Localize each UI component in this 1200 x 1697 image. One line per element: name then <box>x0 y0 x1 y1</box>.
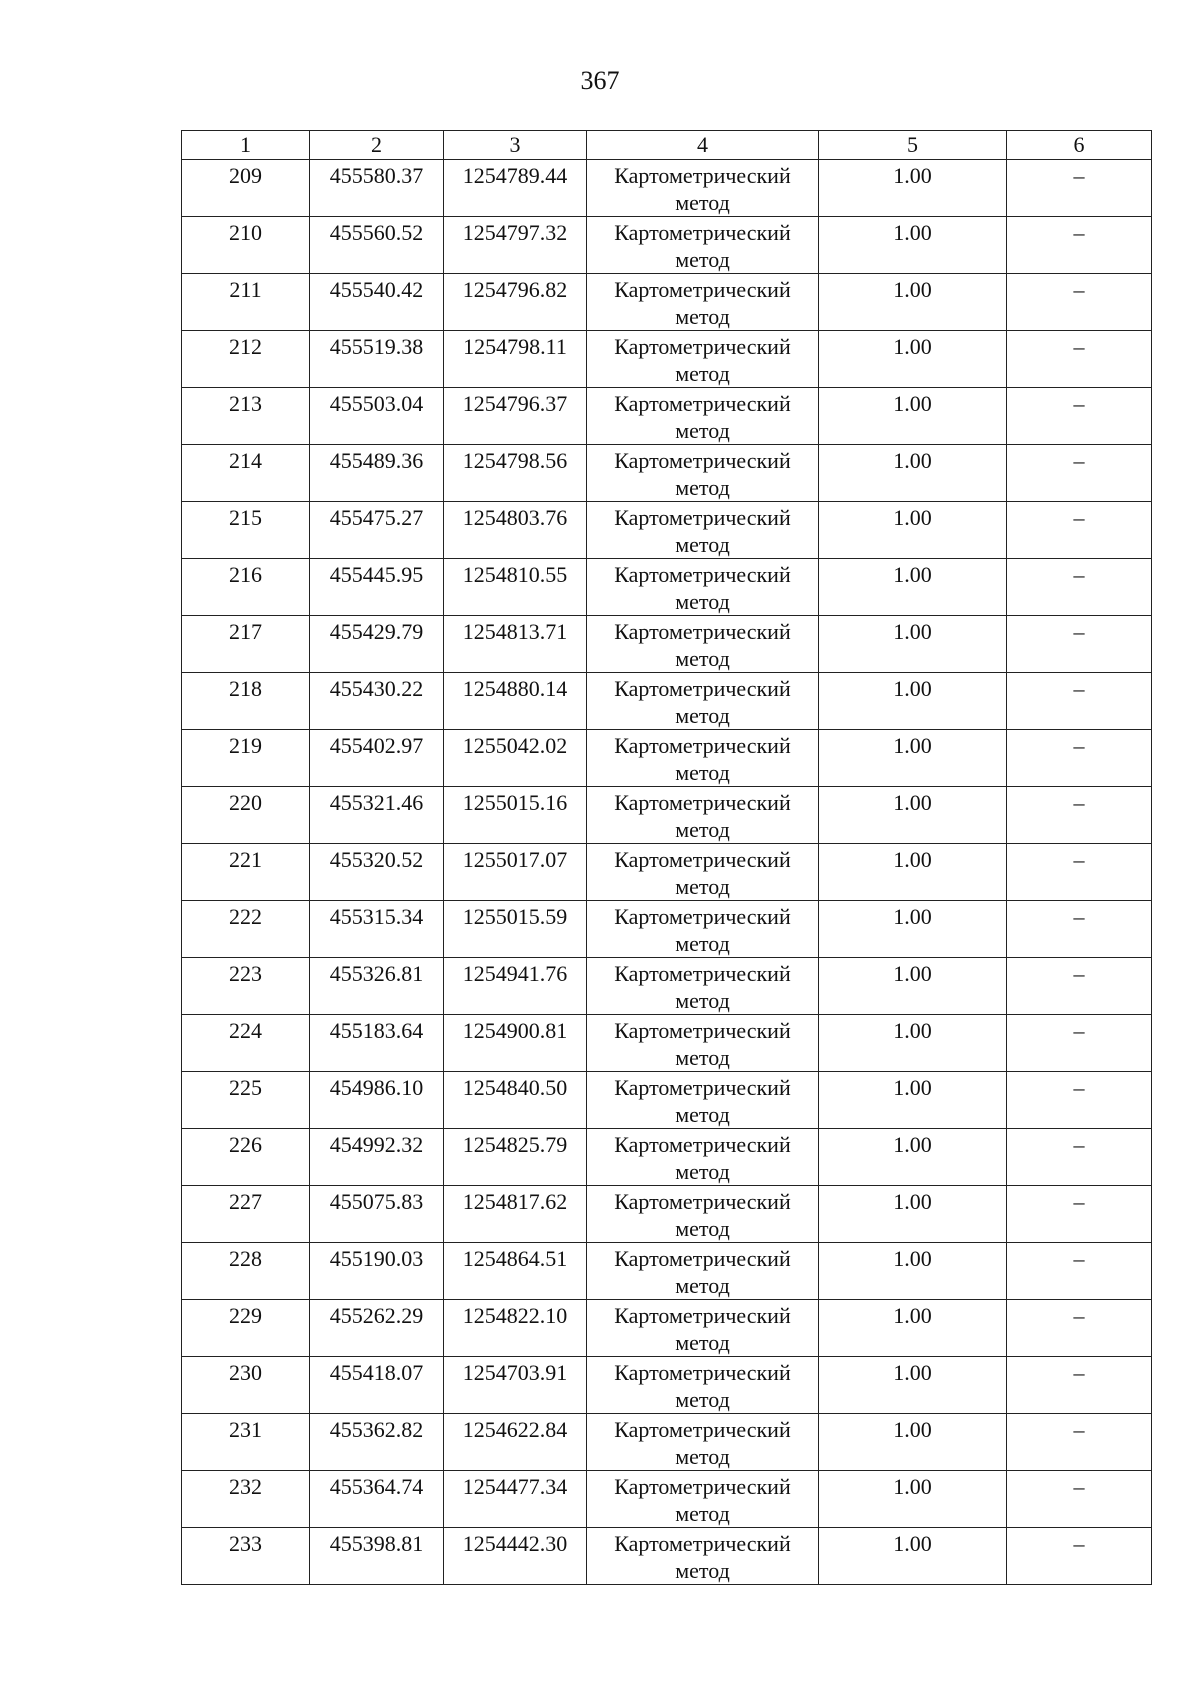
accuracy-cell: 1.00 <box>819 616 1007 673</box>
method-line-2: метод <box>675 1558 730 1583</box>
point-number-cell: 215 <box>182 502 310 559</box>
accuracy-cell: 1.00 <box>819 1015 1007 1072</box>
x-coordinate-cell: 455364.74 <box>310 1471 444 1528</box>
table-row <box>182 502 1152 559</box>
method-line-1: Картометрический <box>614 391 791 416</box>
accuracy-cell: 1.00 <box>819 217 1007 274</box>
table-row <box>182 901 1152 958</box>
method-line-2: метод <box>675 190 730 215</box>
method-cell <box>587 1300 819 1357</box>
column-header-5: 5 <box>819 131 1007 160</box>
method-cell <box>587 1471 819 1528</box>
method-line-1: Картометрический <box>614 733 791 758</box>
note-cell: – <box>1007 160 1152 217</box>
method-line-1: Картометрический <box>614 1189 791 1214</box>
note-cell: – <box>1007 958 1152 1015</box>
table-row <box>182 160 1152 217</box>
x-coordinate-cell: 455503.04 <box>310 388 444 445</box>
note-cell: – <box>1007 1186 1152 1243</box>
method-line-2: метод <box>675 532 730 557</box>
method-cell <box>587 1357 819 1414</box>
y-coordinate-cell: 1254703.91 <box>444 1357 587 1414</box>
method-cell <box>587 1414 819 1471</box>
note-cell: – <box>1007 1414 1152 1471</box>
note-cell: – <box>1007 1129 1152 1186</box>
method-line-2: метод <box>675 1159 730 1184</box>
note-cell: – <box>1007 901 1152 958</box>
method-line-2: метод <box>675 361 730 386</box>
point-number-cell: 213 <box>182 388 310 445</box>
note-cell: – <box>1007 1243 1152 1300</box>
table-row <box>182 559 1152 616</box>
accuracy-cell: 1.00 <box>819 559 1007 616</box>
method-line-2: метод <box>675 1387 730 1412</box>
table-row <box>182 1414 1152 1471</box>
page-number: 367 <box>580 66 620 95</box>
method-line-1: Картометрический <box>614 1360 791 1385</box>
method-cell <box>587 730 819 787</box>
method-line-1: Картометрический <box>614 1246 791 1271</box>
accuracy-cell: 1.00 <box>819 1186 1007 1243</box>
point-number-cell: 229 <box>182 1300 310 1357</box>
accuracy-cell: 1.00 <box>819 274 1007 331</box>
method-line-2: метод <box>675 1330 730 1355</box>
y-coordinate-cell: 1254789.44 <box>444 160 587 217</box>
point-number-cell: 223 <box>182 958 310 1015</box>
note-cell: – <box>1007 445 1152 502</box>
method-line-2: метод <box>675 931 730 956</box>
point-number-cell: 224 <box>182 1015 310 1072</box>
method-cell <box>587 844 819 901</box>
point-number-cell: 212 <box>182 331 310 388</box>
method-cell <box>587 1186 819 1243</box>
method-cell <box>587 559 819 616</box>
accuracy-cell: 1.00 <box>819 1414 1007 1471</box>
y-coordinate-cell: 1254817.62 <box>444 1186 587 1243</box>
point-number-cell: 222 <box>182 901 310 958</box>
point-number-cell: 233 <box>182 1528 310 1585</box>
table-row <box>182 1129 1152 1186</box>
x-coordinate-cell: 455519.38 <box>310 331 444 388</box>
note-cell: – <box>1007 1015 1152 1072</box>
accuracy-cell: 1.00 <box>819 1357 1007 1414</box>
method-line-1: Картометрический <box>614 163 791 188</box>
header-row <box>182 131 1152 160</box>
method-line-1: Картометрический <box>614 619 791 644</box>
note-cell: – <box>1007 388 1152 445</box>
accuracy-cell: 1.00 <box>819 958 1007 1015</box>
method-cell <box>587 445 819 502</box>
note-cell: – <box>1007 1471 1152 1528</box>
y-coordinate-cell: 1255015.59 <box>444 901 587 958</box>
accuracy-cell: 1.00 <box>819 1528 1007 1585</box>
method-line-2: метод <box>675 1444 730 1469</box>
point-number-cell: 220 <box>182 787 310 844</box>
y-coordinate-cell: 1255015.16 <box>444 787 587 844</box>
method-line-1: Картометрический <box>614 562 791 587</box>
method-line-1: Картометрический <box>614 676 791 701</box>
y-coordinate-cell: 1254798.56 <box>444 445 587 502</box>
method-cell <box>587 217 819 274</box>
column-header-6: 6 <box>1007 131 1152 160</box>
method-cell <box>587 616 819 673</box>
method-cell <box>587 331 819 388</box>
method-line-1: Картометрический <box>614 1417 791 1442</box>
method-line-1: Картометрический <box>614 220 791 245</box>
x-coordinate-cell: 455183.64 <box>310 1015 444 1072</box>
method-line-1: Картометрический <box>614 961 791 986</box>
point-number-cell: 214 <box>182 445 310 502</box>
method-line-2: метод <box>675 874 730 899</box>
x-coordinate-cell: 455489.36 <box>310 445 444 502</box>
y-coordinate-cell: 1255042.02 <box>444 730 587 787</box>
table-row <box>182 1186 1152 1243</box>
note-cell: – <box>1007 502 1152 559</box>
y-coordinate-cell: 1254840.50 <box>444 1072 587 1129</box>
y-coordinate-cell: 1254880.14 <box>444 673 587 730</box>
point-number-cell: 217 <box>182 616 310 673</box>
y-coordinate-cell: 1254797.32 <box>444 217 587 274</box>
x-coordinate-cell: 455326.81 <box>310 958 444 1015</box>
y-coordinate-cell: 1254622.84 <box>444 1414 587 1471</box>
x-coordinate-cell: 454986.10 <box>310 1072 444 1129</box>
method-line-1: Картометрический <box>614 1531 791 1556</box>
method-cell <box>587 502 819 559</box>
accuracy-cell: 1.00 <box>819 1300 1007 1357</box>
table-row <box>182 958 1152 1015</box>
x-coordinate-cell: 455475.27 <box>310 502 444 559</box>
table-row <box>182 331 1152 388</box>
method-line-1: Картометрический <box>614 1132 791 1157</box>
x-coordinate-cell: 455362.82 <box>310 1414 444 1471</box>
y-coordinate-cell: 1254477.34 <box>444 1471 587 1528</box>
y-coordinate-cell: 1254442.30 <box>444 1528 587 1585</box>
method-line-2: метод <box>675 1045 730 1070</box>
x-coordinate-cell: 455445.95 <box>310 559 444 616</box>
y-coordinate-cell: 1254813.71 <box>444 616 587 673</box>
x-coordinate-cell: 455075.83 <box>310 1186 444 1243</box>
point-number-cell: 211 <box>182 274 310 331</box>
y-coordinate-cell: 1254941.76 <box>444 958 587 1015</box>
table-row <box>182 787 1152 844</box>
x-coordinate-cell: 455262.29 <box>310 1300 444 1357</box>
x-coordinate-cell: 455402.97 <box>310 730 444 787</box>
method-line-1: Картометрический <box>614 790 791 815</box>
method-cell <box>587 388 819 445</box>
method-line-1: Картометрический <box>614 1018 791 1043</box>
point-number-cell: 210 <box>182 217 310 274</box>
method-line-1: Картометрический <box>614 334 791 359</box>
method-line-1: Картометрический <box>614 1303 791 1328</box>
y-coordinate-cell: 1254796.82 <box>444 274 587 331</box>
method-line-2: метод <box>675 646 730 671</box>
table-row <box>182 1300 1152 1357</box>
point-number-cell: 226 <box>182 1129 310 1186</box>
x-coordinate-cell: 455540.42 <box>310 274 444 331</box>
method-cell <box>587 958 819 1015</box>
table-row <box>182 217 1152 274</box>
method-line-1: Картометрический <box>614 277 791 302</box>
note-cell: – <box>1007 217 1152 274</box>
note-cell: – <box>1007 1072 1152 1129</box>
point-number-cell: 218 <box>182 673 310 730</box>
accuracy-cell: 1.00 <box>819 502 1007 559</box>
method-line-1: Картометрический <box>614 904 791 929</box>
accuracy-cell: 1.00 <box>819 160 1007 217</box>
accuracy-cell: 1.00 <box>819 844 1007 901</box>
method-line-2: метод <box>675 817 730 842</box>
point-number-cell: 227 <box>182 1186 310 1243</box>
method-line-2: метод <box>675 703 730 728</box>
table-row <box>182 1357 1152 1414</box>
table-body <box>182 160 1152 1585</box>
point-number-cell: 231 <box>182 1414 310 1471</box>
point-number-cell: 221 <box>182 844 310 901</box>
coordinates-table <box>181 130 1152 1585</box>
table-row <box>182 1528 1152 1585</box>
table-row <box>182 445 1152 502</box>
method-line-2: метод <box>675 304 730 329</box>
y-coordinate-cell: 1254796.37 <box>444 388 587 445</box>
y-coordinate-cell: 1254864.51 <box>444 1243 587 1300</box>
method-line-2: метод <box>675 589 730 614</box>
point-number-cell: 225 <box>182 1072 310 1129</box>
method-line-2: метод <box>675 1102 730 1127</box>
y-coordinate-cell: 1254810.55 <box>444 559 587 616</box>
y-coordinate-cell: 1255017.07 <box>444 844 587 901</box>
column-header-1: 1 <box>182 131 310 160</box>
method-cell <box>587 1072 819 1129</box>
table-row <box>182 274 1152 331</box>
table-row <box>182 616 1152 673</box>
x-coordinate-cell: 455429.79 <box>310 616 444 673</box>
method-line-1: Картометрический <box>614 1075 791 1100</box>
method-line-2: метод <box>675 1501 730 1526</box>
accuracy-cell: 1.00 <box>819 1243 1007 1300</box>
method-cell <box>587 1243 819 1300</box>
method-cell <box>587 673 819 730</box>
accuracy-cell: 1.00 <box>819 901 1007 958</box>
note-cell: – <box>1007 331 1152 388</box>
x-coordinate-cell: 455430.22 <box>310 673 444 730</box>
accuracy-cell: 1.00 <box>819 388 1007 445</box>
table-row <box>182 844 1152 901</box>
table-row <box>182 1243 1152 1300</box>
note-cell: – <box>1007 673 1152 730</box>
method-line-2: метод <box>675 1273 730 1298</box>
accuracy-cell: 1.00 <box>819 730 1007 787</box>
note-cell: – <box>1007 730 1152 787</box>
x-coordinate-cell: 455580.37 <box>310 160 444 217</box>
note-cell: – <box>1007 1357 1152 1414</box>
method-line-2: метод <box>675 418 730 443</box>
point-number-cell: 216 <box>182 559 310 616</box>
method-line-2: метод <box>675 988 730 1013</box>
method-line-2: метод <box>675 1216 730 1241</box>
point-number-cell: 209 <box>182 160 310 217</box>
y-coordinate-cell: 1254822.10 <box>444 1300 587 1357</box>
method-cell <box>587 160 819 217</box>
column-header-2: 2 <box>310 131 444 160</box>
method-cell <box>587 1015 819 1072</box>
method-cell <box>587 1528 819 1585</box>
accuracy-cell: 1.00 <box>819 673 1007 730</box>
note-cell: – <box>1007 559 1152 616</box>
table-row <box>182 1471 1152 1528</box>
note-cell: – <box>1007 616 1152 673</box>
note-cell: – <box>1007 787 1152 844</box>
accuracy-cell: 1.00 <box>819 331 1007 388</box>
method-line-2: метод <box>675 247 730 272</box>
x-coordinate-cell: 455190.03 <box>310 1243 444 1300</box>
method-cell <box>587 787 819 844</box>
point-number-cell: 232 <box>182 1471 310 1528</box>
point-number-cell: 219 <box>182 730 310 787</box>
method-line-1: Картометрический <box>614 448 791 473</box>
method-cell <box>587 1129 819 1186</box>
x-coordinate-cell: 455560.52 <box>310 217 444 274</box>
accuracy-cell: 1.00 <box>819 1072 1007 1129</box>
table-row <box>182 1072 1152 1129</box>
accuracy-cell: 1.00 <box>819 445 1007 502</box>
x-coordinate-cell: 454992.32 <box>310 1129 444 1186</box>
note-cell: – <box>1007 1528 1152 1585</box>
x-coordinate-cell: 455320.52 <box>310 844 444 901</box>
table-row <box>182 673 1152 730</box>
table-row <box>182 730 1152 787</box>
method-cell <box>587 274 819 331</box>
y-coordinate-cell: 1254900.81 <box>444 1015 587 1072</box>
y-coordinate-cell: 1254803.76 <box>444 502 587 559</box>
method-line-1: Картометрический <box>614 847 791 872</box>
x-coordinate-cell: 455321.46 <box>310 787 444 844</box>
x-coordinate-cell: 455398.81 <box>310 1528 444 1585</box>
x-coordinate-cell: 455315.34 <box>310 901 444 958</box>
method-cell <box>587 901 819 958</box>
table-row <box>182 388 1152 445</box>
note-cell: – <box>1007 844 1152 901</box>
table-header <box>182 131 1152 160</box>
method-line-2: метод <box>675 760 730 785</box>
accuracy-cell: 1.00 <box>819 787 1007 844</box>
method-line-1: Картометрический <box>614 505 791 530</box>
accuracy-cell: 1.00 <box>819 1129 1007 1186</box>
y-coordinate-cell: 1254798.11 <box>444 331 587 388</box>
point-number-cell: 228 <box>182 1243 310 1300</box>
accuracy-cell: 1.00 <box>819 1471 1007 1528</box>
method-line-1: Картометрический <box>614 1474 791 1499</box>
column-header-4: 4 <box>587 131 819 160</box>
table-row <box>182 1015 1152 1072</box>
note-cell: – <box>1007 274 1152 331</box>
point-number-cell: 230 <box>182 1357 310 1414</box>
column-header-3: 3 <box>444 131 587 160</box>
x-coordinate-cell: 455418.07 <box>310 1357 444 1414</box>
method-line-2: метод <box>675 475 730 500</box>
y-coordinate-cell: 1254825.79 <box>444 1129 587 1186</box>
note-cell: – <box>1007 1300 1152 1357</box>
